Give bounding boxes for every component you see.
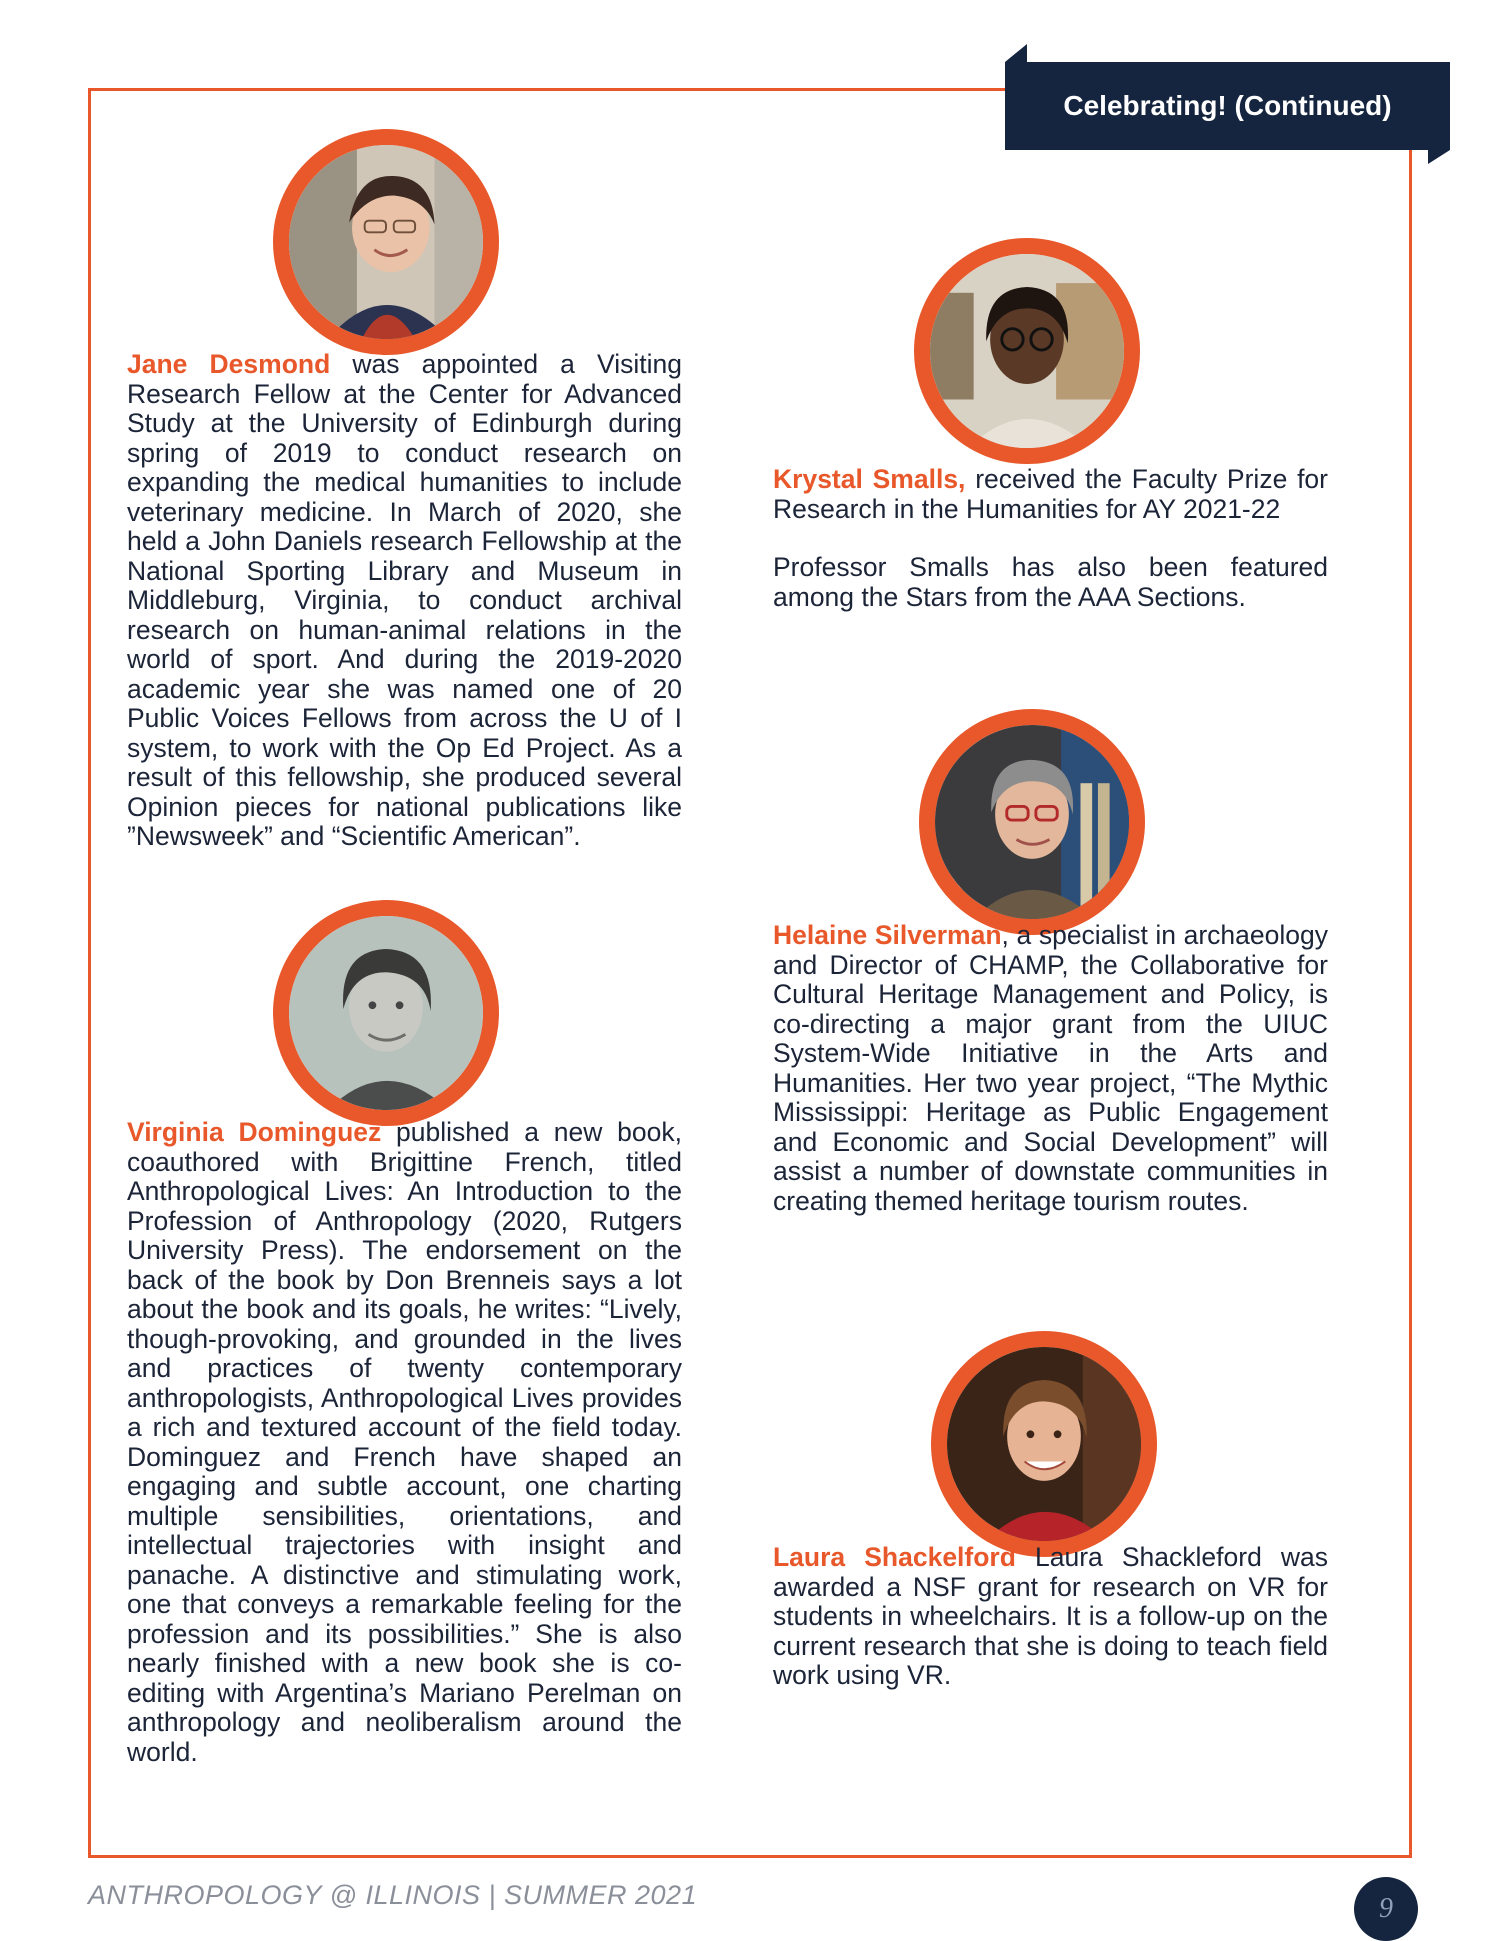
helaine-silverman-bio bbox=[773, 921, 1328, 1216]
laura-shackelford-bio bbox=[773, 1543, 1328, 1691]
jane-desmond-name: Jane Desmond bbox=[127, 349, 331, 379]
laura-shackelford-name: Laura Shackelford bbox=[773, 1542, 1016, 1572]
virginia-dominguez-name: Virginia Dominguez bbox=[127, 1117, 382, 1147]
page-number: 9 bbox=[1379, 1893, 1393, 1924]
virginia-dominguez-text: published a new book, coauthored with Brigittine French, titled Anthropological Lives: An Introduction to the Profession of Anthropology (2020, Rutgers University Press). The endorsement on the back of the book by Don Brenneis says a lot about the book and its goals, he writes: “Lively, though-provoking, and grounded in the lives and practices of twenty contemporary anthropologists, Anthropological Lives provides a rich and textured account of the field today. Dominguez and French have shaped an engaging and subtle account, one charting multiple sensibilities, orientations, and intellectual trajectories with insight and panache. A distinctive and stimulating work, one that conveys a remarkable feeling for the profession and its possibilities.” She is also nearly finished with a new book she is co-editing with Argentina’s Mariano Perelman on anthropology and neoliberalism around the world. bbox=[127, 1117, 682, 1767]
krystal-smalls-bio-2 bbox=[773, 553, 1328, 612]
krystal-smalls-text-2: Professor Smalls has also been featured among the Stars from the AAA Sections. bbox=[773, 552, 1328, 612]
krystal-smalls-photo bbox=[914, 238, 1140, 464]
section-banner bbox=[1005, 62, 1450, 150]
jane-desmond-text: was appointed a Visiting Research Fellow at the Center for Advanced Study at the University of Edinburgh during spring of 2019 to conduct research on expanding the medical humanities to include veterinary medicine. In March of 2020, she held a John Daniels research Fellowship at the National Sporting Library and Museum in Middleburg, Virginia, to conduct archival research on human-animal relations in the world of sport. And during the 2019-2020 academic year she was named one of 20 Public Voices Fellows from across the U of I system, to work with the Op Ed Project. As a result of this fellowship, she produced several Opinion pieces for national publications like ”Newsweek” and “Scientific American”. bbox=[127, 349, 682, 851]
jane-desmond-bio bbox=[127, 350, 682, 852]
jane-desmond-photo bbox=[273, 129, 499, 355]
virginia-dominguez-photo bbox=[273, 900, 499, 1126]
banner-title: Celebrating! (Continued) bbox=[1063, 90, 1392, 121]
banner-fold-bottom bbox=[1428, 150, 1450, 164]
portrait-image bbox=[935, 725, 1129, 919]
portrait-image bbox=[289, 145, 483, 339]
virginia-dominguez-bio bbox=[127, 1118, 682, 1767]
laura-shackelford-photo bbox=[931, 1331, 1157, 1557]
helaine-silverman-text: , a specialist in archaeology and Director of CHAMP, the Collaborative for Cultural Heritage Management and Policy, is co-directing a major grant from the UIUC System-Wide Initiative in the Arts and Humanities. Her two year project, “The Mythic Mississippi: Heritage as Public Engagement and Economic and Social Development” will assist a number of downstate communities in creating themed heritage tourism routes. bbox=[773, 920, 1329, 1216]
portrait-image bbox=[930, 254, 1124, 448]
krystal-smalls-name: Krystal Smalls, bbox=[773, 464, 966, 494]
krystal-smalls-text: received the Faculty Prize for Research in the Humanities for AY 2021-22 bbox=[773, 464, 1328, 524]
helaine-silverman-name: Helaine Silverman bbox=[773, 920, 1002, 950]
helaine-silverman-photo bbox=[919, 709, 1145, 935]
banner-fold-top bbox=[1005, 44, 1027, 62]
krystal-smalls-bio bbox=[773, 465, 1328, 524]
laura-shackelford-text: Laura Shackleford was awarded a NSF grant for research on VR for students in wheelchairs. It is a follow-up on the current research that she is doing to teach field work using VR. bbox=[773, 1542, 1329, 1690]
portrait-image bbox=[289, 916, 483, 1110]
portrait-image bbox=[947, 1347, 1141, 1541]
footer-publication: ANTHROPOLOGY @ ILLINOIS | SUMMER 2021 bbox=[88, 1880, 698, 1910]
page-number-badge bbox=[1354, 1877, 1418, 1941]
